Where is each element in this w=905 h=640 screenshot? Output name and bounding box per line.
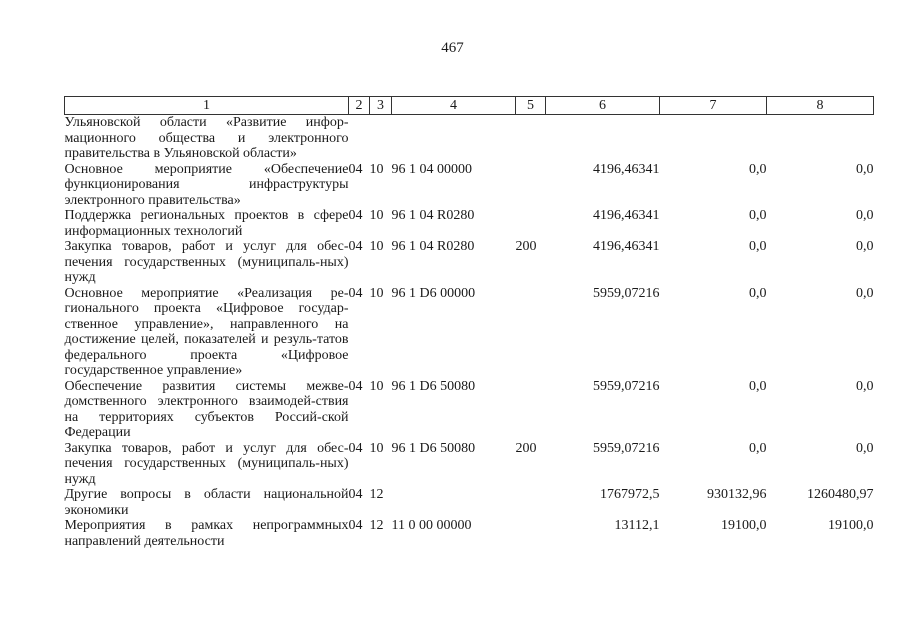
budget-table [64,96,874,549]
section-code: 04 [348,487,363,502]
page-number: 467 [441,40,464,56]
amount-col8: 0,0 [856,239,874,254]
amount-col6: 5959,07216 [593,378,660,394]
subsection-code: 10 [369,239,384,254]
header-row [65,97,874,115]
amount-col8 [767,115,874,162]
amount-col6: 5959,07216 [593,440,660,456]
section-code: 04 [348,239,363,254]
subsection-code: 10 [369,440,384,456]
amount-col6: 4196,46341 [593,239,660,254]
table-row [65,487,874,518]
column-header: 4 [392,97,516,115]
section-code [349,115,370,162]
column-header: 5 [516,97,546,115]
target-article-code: 96 1 D6 50080 [391,440,476,456]
row-name: Другие вопросы в области национальной экономики [64,487,349,518]
row-name: Основное мероприятие «Обеспечение функционирования инфраструктуры электронного правительства» [64,161,349,208]
amount-col8: 1260480,97 [807,487,874,502]
subsection-code: 12 [369,487,384,502]
column-header: 1 [65,97,349,115]
table-row [65,441,874,488]
row-name: Закупка товаров, работ и услуг для обес-печения государственных (муниципаль-ных) нужд [64,239,349,285]
section-code: 04 [348,440,363,456]
target-article-code: 96 1 04 00000 [391,161,472,177]
amount-col7: 0,0 [749,208,767,223]
amount-col7: 0,0 [749,285,767,301]
table-row [65,162,874,209]
table-row [65,286,874,379]
target-article-code: 96 1 04 R0280 [391,239,475,254]
row-name: Основное мероприятие «Реализация ре-гионального проекта «Цифровое государ-ственное управление», направленного на достижение целей, показателей и резуль-татов федерального проекта «Цифровое государственное управление» [64,285,349,378]
expense-type-code: 200 [515,239,537,254]
expense-type-code [516,487,546,518]
expense-type-code [516,115,546,162]
target-article-code: 11 0 00 00000 [391,518,472,533]
column-header: 3 [370,97,392,115]
expense-type-code [516,286,546,379]
amount-col7: 0,0 [749,239,767,254]
target-article-code: 96 1 D6 00000 [391,285,476,301]
amount-col7: 930132,96 [707,487,767,502]
section-code: 04 [348,161,363,177]
amount-col7: 0,0 [749,378,767,394]
subsection-code: 10 [369,161,384,177]
amount-col6: 4196,46341 [593,161,660,177]
amount-col8: 0,0 [856,440,874,456]
section-code: 04 [348,285,363,301]
expense-type-code [516,208,546,239]
expense-type-code: 200 [515,440,537,456]
amount-col6: 4196,46341 [593,208,660,223]
section-code: 04 [348,518,363,533]
amount-col7: 19100,0 [721,518,767,533]
amount-col6 [546,115,660,162]
amount-col7 [660,115,767,162]
table-row [65,379,874,441]
table-row [65,208,874,239]
subsection-code: 12 [369,518,384,533]
section-code: 04 [348,208,363,223]
target-article-code: 96 1 04 R0280 [391,208,475,223]
amount-col8: 19100,0 [828,518,874,533]
row-name: Поддержка региональных проектов в сфере информационных технологий [64,208,349,239]
table-row [65,518,874,549]
column-header: 8 [767,97,874,115]
row-name: Обеспечение развития системы межве-домственного электронного взаимодей-ствия на территориях субъектов Россий-ской Федерации [64,378,349,440]
subsection-code [370,115,392,162]
column-header: 7 [660,97,767,115]
subsection-code: 10 [369,378,384,394]
amount-col6: 1767972,5 [600,487,660,502]
section-code: 04 [348,378,363,394]
target-article-code [392,487,516,518]
amount-col8: 0,0 [856,208,874,223]
row-name: Мероприятия в рамках непрограммных направлений деятельности [64,518,349,549]
table-row [65,115,874,162]
target-article-code: 96 1 D6 50080 [391,378,476,394]
expense-type-code [516,379,546,441]
amount-col6: 13112,1 [614,518,660,533]
amount-col6: 5959,07216 [593,285,660,301]
subsection-code: 10 [369,285,384,301]
column-header: 6 [546,97,660,115]
row-name: Закупка товаров, работ и услуг для обес-печения государственных (муниципаль-ных) нужд [64,440,349,487]
column-header: 2 [349,97,370,115]
expense-type-code [516,518,546,549]
amount-col8: 0,0 [856,161,874,177]
table-row [65,239,874,286]
subsection-code: 10 [369,208,384,223]
target-article-code [392,115,516,162]
amount-col8: 0,0 [856,378,874,394]
amount-col7: 0,0 [749,440,767,456]
expense-type-code [516,162,546,209]
row-name: Ульяновской области «Развитие инфор-мационного общества и электронного правительства в Ульяновской области» [64,115,349,161]
amount-col8: 0,0 [856,285,874,301]
amount-col7: 0,0 [749,161,767,177]
